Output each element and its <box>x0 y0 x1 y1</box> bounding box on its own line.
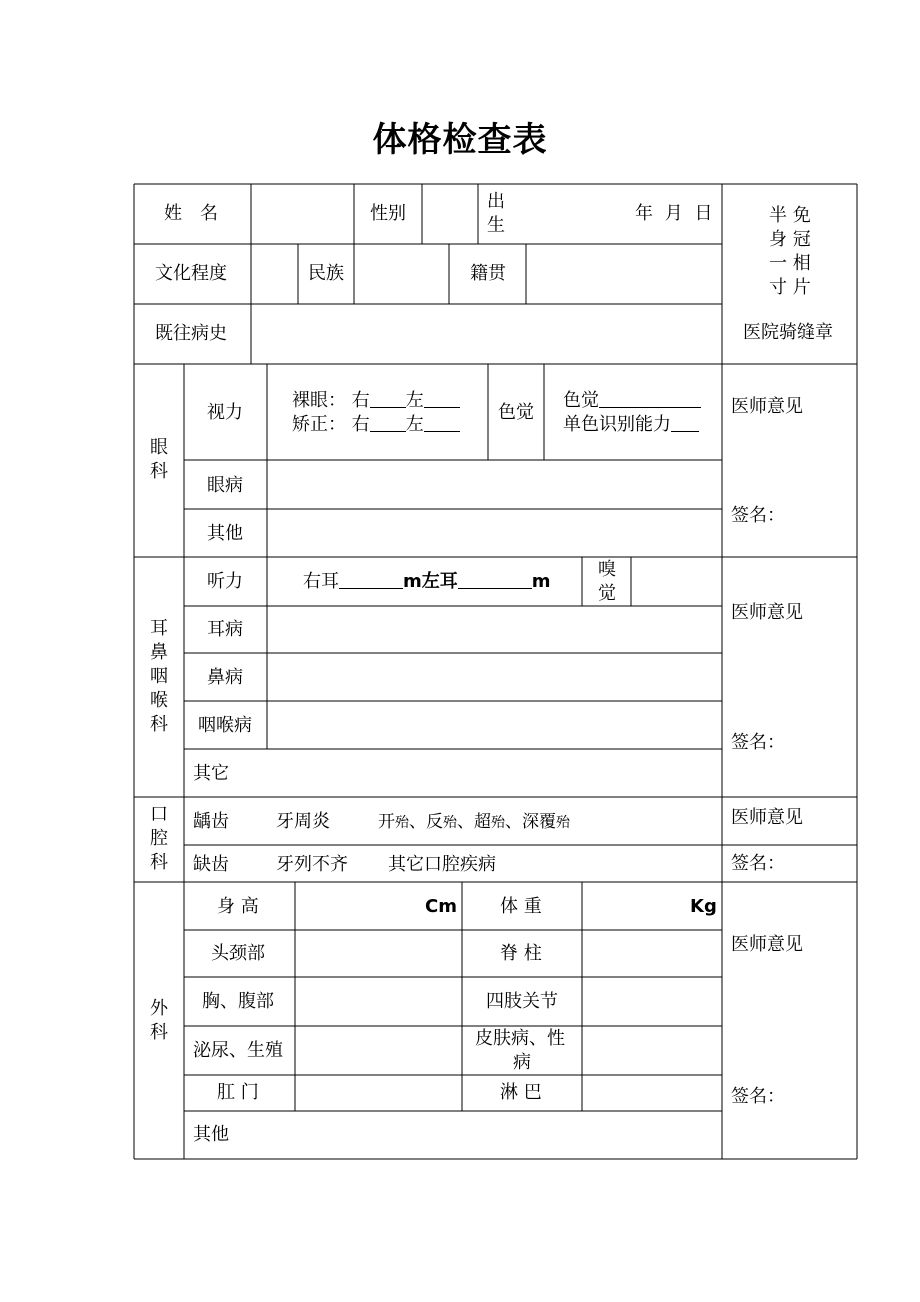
skin-std-field[interactable] <box>583 1027 721 1074</box>
anus-label: 肛 门 <box>217 1082 259 1103</box>
ethnicity-label: 民族 <box>308 263 344 284</box>
vision-label: 视力 <box>207 402 243 423</box>
oral-doctor-opinion: 医师意见 <box>731 807 803 828</box>
eye-disease-field[interactable] <box>268 461 721 508</box>
oral-section-label: 口腔科 <box>150 804 168 873</box>
corrected-row <box>292 413 460 437</box>
right-ear-blank[interactable] <box>339 570 403 589</box>
right-ear-label: 右耳 <box>303 571 339 592</box>
eye-doctor-opinion: 医师意见 <box>731 396 803 417</box>
native-place-label: 籍贯 <box>470 263 506 284</box>
birth-label-1: 出 <box>487 191 505 212</box>
other-oral-label: 其它口腔疾病 <box>388 854 496 875</box>
ent-signature: 签名： <box>731 732 785 753</box>
jaw-glyph-1: 殆 <box>395 815 409 831</box>
surgery-section-label: 外科 <box>150 998 168 1043</box>
education-field[interactable] <box>252 245 297 303</box>
hearing-row <box>303 570 551 594</box>
birth-label-2: 生 <box>487 215 505 236</box>
reverse-bite: 、反 <box>409 812 443 832</box>
chest-abdomen-field[interactable] <box>296 978 461 1025</box>
ethnicity-field[interactable] <box>355 245 448 303</box>
skin-std-label-2: 病 <box>513 1052 531 1073</box>
weight-unit: Kg <box>690 896 717 917</box>
name-label: 姓 名 <box>164 203 218 224</box>
ent-doctor-opinion: 医师意见 <box>731 602 803 623</box>
naked-eye-label: 裸眼： 右 <box>292 390 370 411</box>
height-label: 身 高 <box>217 896 259 917</box>
periodontitis-label: 牙周炎 <box>276 811 330 832</box>
mono-color-label: 单色识别能力 <box>563 414 671 435</box>
head-neck-field[interactable] <box>296 931 461 976</box>
photo-line-1: 半 免 <box>769 205 811 226</box>
gender-field[interactable] <box>423 185 477 243</box>
corrected-right-blank[interactable] <box>370 413 406 432</box>
birth-date-field[interactable]: 年 月 日 <box>635 203 713 224</box>
gender-label: 性别 <box>370 203 406 224</box>
color-sense-label: 色觉 <box>563 390 599 411</box>
caries-label: 龋齿 <box>193 811 229 832</box>
left-ear-label: m左耳 <box>403 571 458 592</box>
ent-section-label: 耳鼻咽喉科 <box>150 618 168 735</box>
chest-abdomen-label: 胸、腹部 <box>202 991 274 1012</box>
naked-left-label: 左 <box>405 390 424 411</box>
lymph-field[interactable] <box>583 1076 721 1110</box>
corrected-left-blank[interactable] <box>424 413 460 432</box>
nose-disease-field[interactable] <box>268 654 721 700</box>
smell-label-2: 觉 <box>598 583 616 604</box>
mono-color-blank[interactable] <box>671 413 699 432</box>
eye-disease-label: 眼病 <box>207 475 243 496</box>
smell-label-1: 嗅 <box>598 559 616 580</box>
page-title: 体格检查表 <box>372 120 548 160</box>
limbs-joints-label: 四肢关节 <box>486 991 558 1012</box>
throat-disease-label: 咽喉病 <box>198 715 252 736</box>
jaw-glyph-2: 殆 <box>443 815 457 831</box>
eye-signature: 签名： <box>731 505 785 526</box>
oral-signature: 签名： <box>731 853 785 874</box>
eye-other-field[interactable] <box>268 510 721 556</box>
urogenital-label: 泌尿、生殖 <box>193 1040 283 1061</box>
eye-other-label: 其他 <box>207 523 243 544</box>
anus-field[interactable] <box>296 1076 461 1110</box>
skin-std-label-1: 皮肤病、性 <box>475 1028 565 1049</box>
photo-line-2: 身 冠 <box>769 229 811 250</box>
head-neck-label: 头颈部 <box>211 943 265 964</box>
deep-bite: 、深覆 <box>505 812 556 832</box>
hearing-unit: m <box>531 571 551 592</box>
surgery-doctor-opinion: 医师意见 <box>731 934 803 955</box>
ear-disease-label: 耳病 <box>207 619 243 640</box>
native-place-field[interactable] <box>527 245 721 303</box>
color-sense-blank[interactable] <box>599 389 701 408</box>
jaw-glyph-3: 殆 <box>491 815 505 831</box>
naked-right-blank[interactable] <box>370 389 406 408</box>
over-bite: 、超 <box>457 812 491 832</box>
irregular-teeth-label: 牙列不齐 <box>276 854 348 875</box>
naked-eye-row <box>292 389 460 413</box>
seal-label: 医院骑缝章 <box>743 322 833 343</box>
color-sense-row <box>563 389 701 413</box>
corrected-left-label: 左 <box>405 414 424 435</box>
mono-color-row <box>563 413 699 437</box>
photo-line-4: 寸 片 <box>769 277 811 298</box>
education-label: 文化程度 <box>155 263 227 284</box>
photo-line-3: 一 相 <box>769 253 811 274</box>
corrected-label: 矫正： 右 <box>292 414 370 435</box>
name-field[interactable] <box>251 185 354 243</box>
throat-disease-field[interactable] <box>268 702 721 748</box>
ent-other-label: 其它 <box>193 763 229 784</box>
missing-teeth-label: 缺齿 <box>193 854 229 875</box>
color-vision-label: 色觉 <box>498 402 534 423</box>
surgery-other-label: 其他 <box>193 1124 229 1145</box>
history-field[interactable] <box>252 305 721 363</box>
open-bite: 开 <box>378 812 395 832</box>
height-unit: Cm <box>425 896 457 917</box>
hearing-label: 听力 <box>207 571 243 592</box>
history-label: 既往病史 <box>155 323 227 344</box>
eye-section-label: 眼科 <box>150 437 168 482</box>
urogenital-field[interactable] <box>296 1027 461 1074</box>
limbs-joints-field[interactable] <box>583 978 721 1025</box>
spine-field[interactable] <box>583 931 721 976</box>
weight-label: 体 重 <box>500 896 542 917</box>
naked-left-blank[interactable] <box>424 389 460 408</box>
ear-disease-field[interactable] <box>268 607 721 652</box>
lymph-label: 淋 巴 <box>500 1082 542 1103</box>
smell-field[interactable] <box>632 558 721 605</box>
occlusion-label <box>378 810 570 835</box>
surgery-signature: 签名： <box>731 1086 785 1107</box>
jaw-glyph-4: 殆 <box>556 815 570 831</box>
left-ear-blank[interactable] <box>458 570 532 589</box>
nose-disease-label: 鼻病 <box>207 667 243 688</box>
spine-label: 脊 柱 <box>500 943 542 964</box>
